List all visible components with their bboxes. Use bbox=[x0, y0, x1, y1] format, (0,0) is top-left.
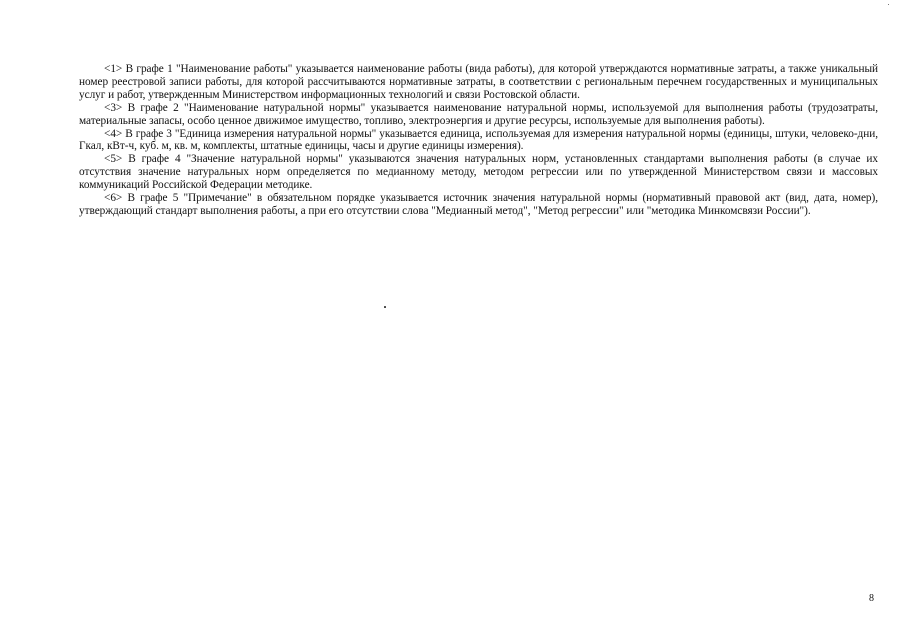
footnote-3: <3> В графе 2 "Наименование натуральной нормы" указывается наименование натуральной нормы, используемой для выполнения работы (трудозатраты, материальные запасы, особо ценное движимое имущество, топливо, электроэнергия и другие ресурсы, используемые для выполнения работы). bbox=[79, 101, 878, 127]
footnotes-block bbox=[79, 63, 878, 218]
footnote-5: <5> В графе 4 "Значение натуральной нормы" указываются значения натуральных норм, установленных стандартами выполнения работы (в случае их отсутствия значение натуральных норм определяется по медианному методу, методом регрессии или по утвержденной Министерством связи и массовых коммуникаций Российской Федерации методике. bbox=[79, 153, 878, 192]
footnote-4: <4> В графе 3 "Единица измерения натуральной нормы" указывается единица, используемая для измерения натуральной нормы (единицы, штуки, человеко-дни, Гкал, кВт-ч, куб. м, кв. м, комплекты, штатные единицы, часы и другие единицы измерения). bbox=[79, 127, 878, 153]
footnote-6: <6> В графе 5 "Примечание" в обязательном порядке указывается источник значения натуральной нормы (нормативный правовой акт (вид, дата, номер), утверждающий стандарт выполнения работы, а при его отсутствии слова "Медианный метод", "Метод регрессии" или "методика Минкомсвязи России"). bbox=[79, 192, 878, 217]
page-number: 8 bbox=[869, 593, 874, 604]
footnote-1: <1> В графе 1 "Наименование работы" указывается наименование работы (вида работы), для которой утверждаются нормативные затраты, а также уникальный номер реестровой записи работы, для которой рассчитываются нормативные затраты, в соответствии с региональным перечнем государственных и муниципальных услуг и работ, утвержденным Министерством информационных технологий и связи Ростовской области. bbox=[79, 63, 878, 101]
scan-artifact bbox=[384, 306, 386, 308]
scan-artifact bbox=[888, 4, 889, 5]
